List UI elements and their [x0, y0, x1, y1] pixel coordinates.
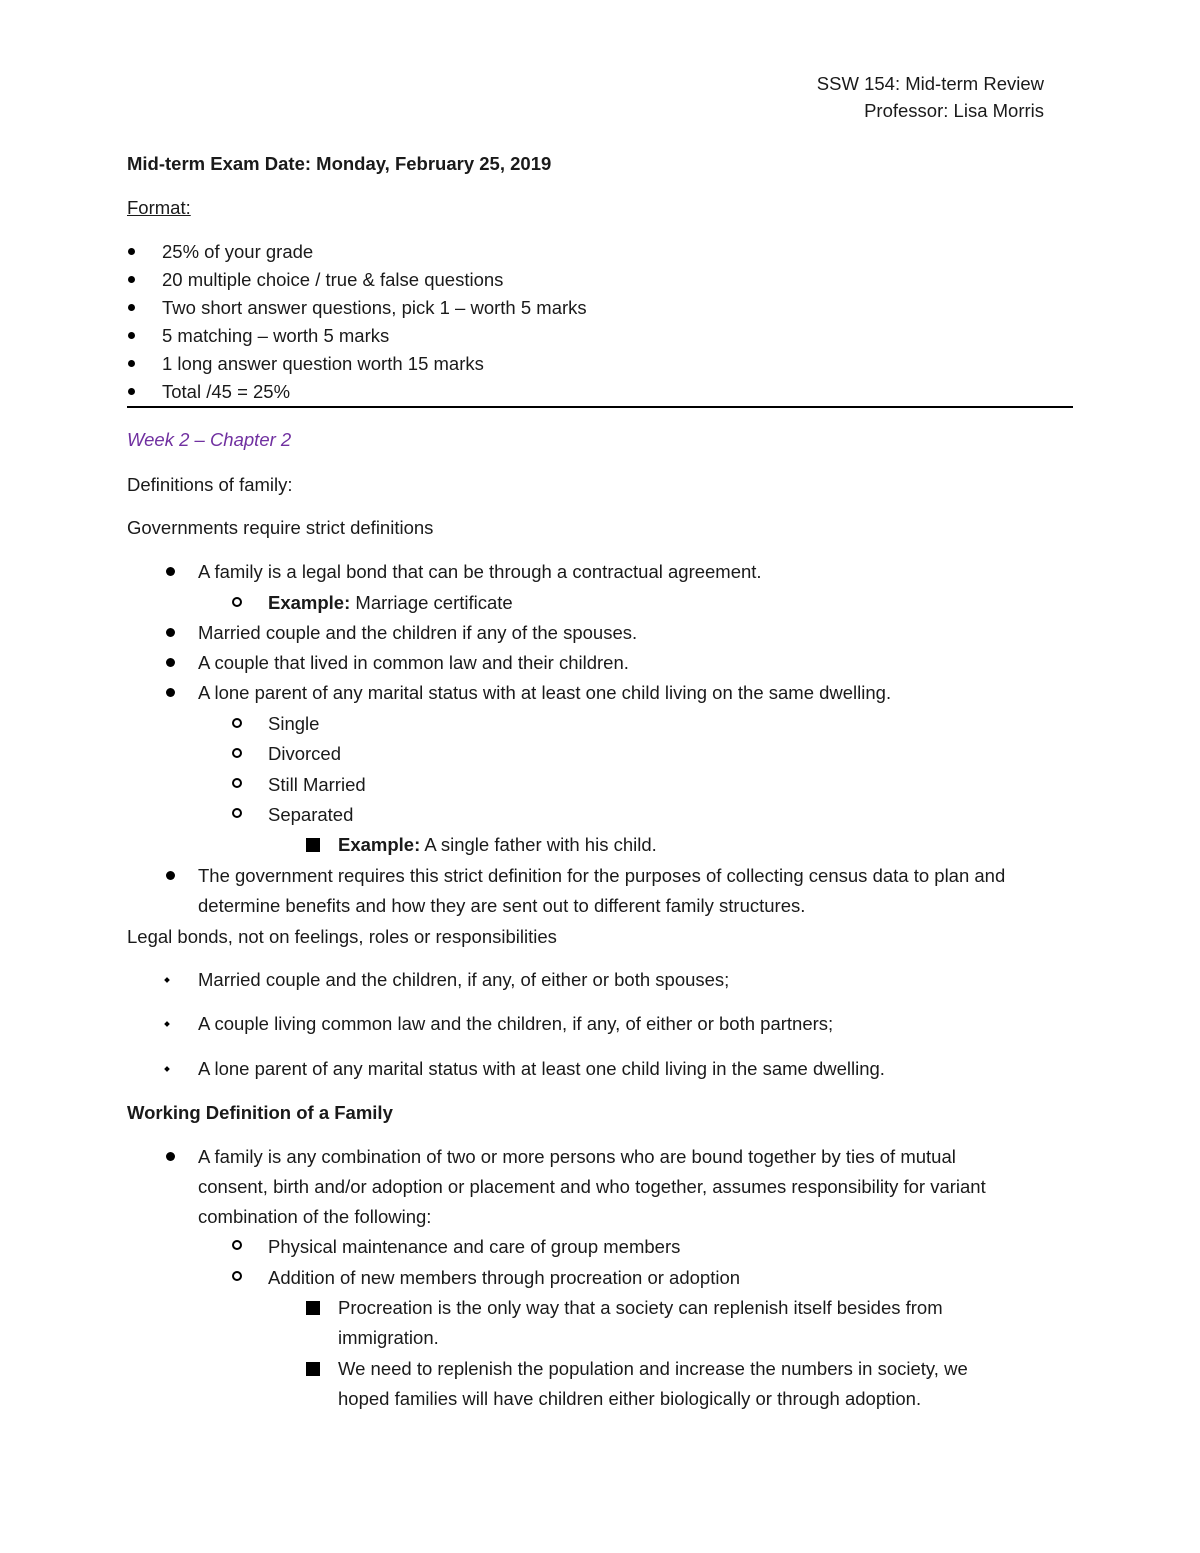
format-item: Two short answer questions, pick 1 – worth 5 marks: [162, 297, 587, 318]
diamond-bullet-icon: [164, 977, 170, 983]
circle-bullet-icon: [232, 718, 242, 728]
definitions-label: Definitions of family:: [127, 474, 293, 495]
format-item: 1 long answer question worth 15 marks: [162, 353, 484, 374]
list-item-line: hoped families will have children either biologically or through adoption.: [338, 1388, 922, 1409]
list-item: A lone parent of any marital status with at least one child living on the same dwelling.: [198, 682, 892, 703]
circle-bullet-icon: [232, 1240, 242, 1250]
circle-bullet-icon: [232, 597, 242, 607]
list-item: A lone parent of any marital status with at least one child living in the same dwelling.: [198, 1058, 885, 1079]
list-item: Married couple and the children, if any, of either or both spouses;: [198, 969, 730, 990]
square-bullet-icon: [306, 1301, 320, 1315]
bullet-icon: [166, 658, 175, 667]
example-label: Example:: [338, 834, 421, 855]
circle-bullet-icon: [232, 778, 242, 788]
list-item: Married couple and the children if any of the spouses.: [198, 622, 638, 643]
list-item: A couple that lived in common law and their children.: [198, 652, 629, 673]
circle-bullet-icon: [232, 748, 242, 758]
governments-label: Governments require strict definitions: [127, 517, 434, 538]
list-item-line: Procreation is the only way that a society can replenish itself besides from: [338, 1297, 943, 1318]
bullet-icon: [128, 304, 135, 311]
diamond-bullet-icon: [164, 1021, 170, 1027]
format-item: Total /45 = 25%: [162, 381, 291, 402]
bullet-icon: [166, 567, 175, 576]
status-item: Divorced: [268, 743, 341, 764]
bullet-icon: [128, 360, 135, 367]
bullet-icon: [128, 332, 135, 339]
list-item-line: We need to replenish the population and increase the numbers in society, we: [338, 1358, 968, 1379]
circle-bullet-icon: [232, 808, 242, 818]
list-item-line: The government requires this strict definition for the purposes of collecting census data to plan and: [198, 865, 1006, 886]
list-item: [338, 836, 657, 855]
list-item: Addition of new members through procreation or adoption: [268, 1267, 741, 1288]
working-definition-title: Working Definition of a Family: [127, 1102, 393, 1123]
example-text: Marriage certificate: [350, 592, 513, 613]
horizontal-rule: [127, 406, 1073, 408]
square-bullet-icon: [306, 1362, 320, 1376]
bullet-icon: [128, 276, 135, 283]
diamond-bullet-icon: [164, 1066, 170, 1072]
list-item-line: consent, birth and/or adoption or placement and who together, assumes responsibility for variant: [198, 1176, 986, 1197]
list-item: [268, 594, 513, 613]
status-item: Still Married: [268, 774, 366, 795]
bullet-icon: [128, 388, 135, 395]
example-text: A single father with his child.: [420, 834, 657, 855]
professor-name: Professor: Lisa Morris: [864, 100, 1044, 121]
list-item-line: combination of the following:: [198, 1206, 432, 1227]
bullet-icon: [166, 871, 175, 880]
bullet-icon: [166, 1152, 175, 1161]
bullet-icon: [128, 248, 135, 255]
exam-date: Mid-term Exam Date: Monday, February 25, 2019: [127, 153, 552, 174]
format-item: 25% of your grade: [162, 241, 314, 262]
list-item-line: A family is any combination of two or more persons who are bound together by ties of mutual: [198, 1146, 956, 1167]
list-item: A couple living common law and the children, if any, of either or both partners;: [198, 1013, 834, 1034]
bullet-icon: [166, 688, 175, 697]
list-item: Physical maintenance and care of group members: [268, 1236, 681, 1257]
format-label: Format:: [127, 197, 191, 218]
list-item-line: determine benefits and how they are sent out to different family structures.: [198, 895, 806, 916]
status-item: Separated: [268, 804, 354, 825]
circle-bullet-icon: [232, 1271, 242, 1281]
list-item: A family is a legal bond that can be through a contractual agreement.: [198, 561, 762, 582]
square-bullet-icon: [306, 838, 320, 852]
course-title: SSW 154: Mid-term Review: [816, 73, 1044, 94]
format-item: 5 matching – worth 5 marks: [162, 325, 390, 346]
legal-label: Legal bonds, not on feelings, roles or responsibilities: [127, 926, 557, 947]
bullet-icon: [166, 628, 175, 637]
example-label: Example:: [268, 592, 351, 613]
format-item: 20 multiple choice / true & false questions: [162, 269, 504, 290]
week-heading: Week 2 – Chapter 2: [127, 429, 292, 450]
list-item-line: immigration.: [338, 1327, 439, 1348]
status-item: Single: [268, 713, 320, 734]
